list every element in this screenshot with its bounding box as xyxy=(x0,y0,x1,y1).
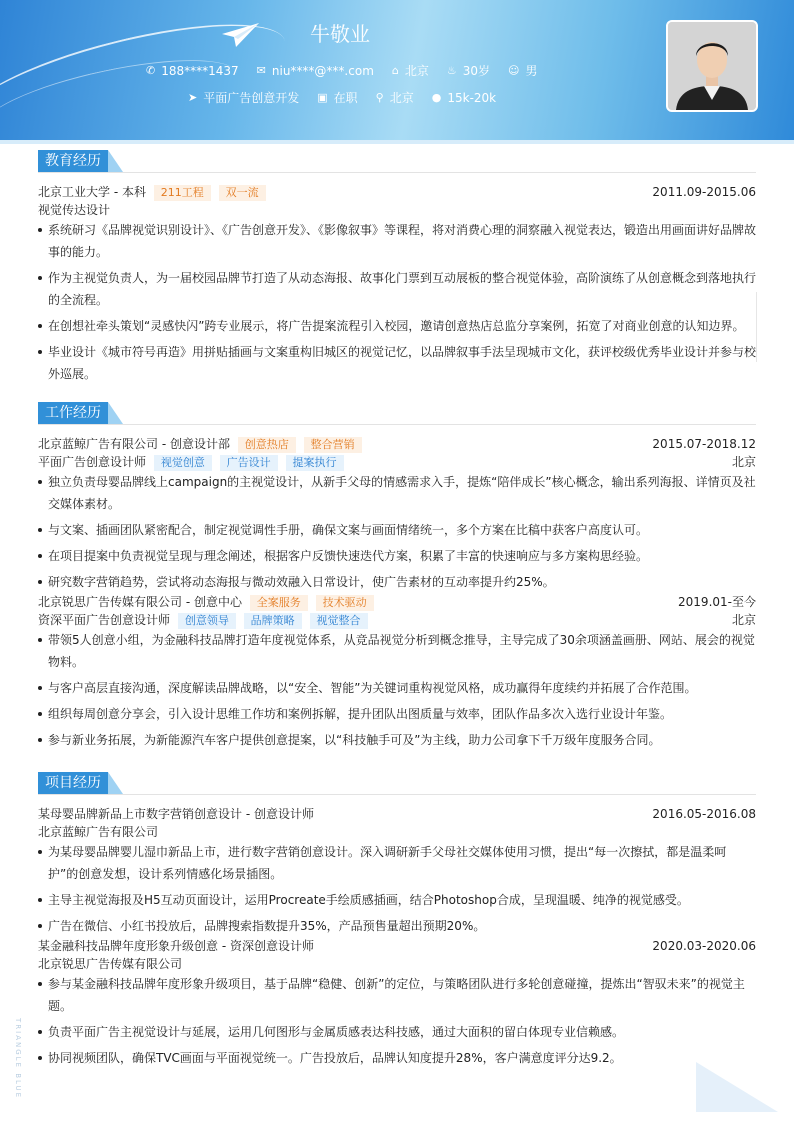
contact-row xyxy=(146,62,556,79)
gender-icon: ☺ xyxy=(508,64,520,77)
list-item: 毕业设计《城市符号再造》用拼贴插画与文案重构旧城区的视觉记忆，以品牌叙事手法呈现城市文化，获评校级优秀毕业设计并参与校外巡展。 xyxy=(38,341,756,385)
header-divider xyxy=(0,140,794,144)
contact-home: ⌂ 北京 xyxy=(391,64,429,78)
list-item: 主导主视觉海报及H5互动页面设计，运用Procreate手绘质感插画，结合Photoshop合成，呈现温暖、纯净的视觉感受。 xyxy=(38,889,756,911)
project-date: 2016.05-2016.08 xyxy=(652,807,756,821)
salary-icon: ● xyxy=(431,91,442,104)
list-item: 系统研习《品牌视觉识别设计》、《广告创意开发》、《影像叙事》等课程，将对消费心理的洞察融入视觉表达，锻造出用画面讲好品牌故事的能力。 xyxy=(38,219,756,263)
company-tag: 全案服务 xyxy=(250,595,308,611)
job-bullets xyxy=(38,629,756,751)
intent-status: ▣ 在职 xyxy=(317,91,358,105)
school-tag: 双一流 xyxy=(219,185,266,201)
company-tag: 技术驱动 xyxy=(316,595,374,611)
intent-city: ⚲ 北京 xyxy=(375,91,414,105)
title-triangle xyxy=(108,402,123,424)
watermark-text: TRIANGLE BLUE xyxy=(14,1018,22,1100)
project-entry xyxy=(38,805,756,937)
job-role: 平面广告创意设计师 xyxy=(38,455,147,469)
title-triangle xyxy=(108,772,123,794)
contact-gender: ☺ 男 xyxy=(508,64,538,78)
company-name: 北京锐思广告传媒有限公司 - 创意中心 xyxy=(38,595,242,609)
corner-decoration xyxy=(696,1062,778,1112)
phone-icon: ✆ xyxy=(146,64,156,77)
job-entry xyxy=(38,435,756,593)
intent-salary: ● 15k-20k xyxy=(431,90,497,105)
role-tag: 视觉创意 xyxy=(154,455,212,471)
avatar-portrait xyxy=(668,22,756,110)
project-company: 北京锐思广告传媒有限公司 xyxy=(38,957,183,971)
briefcase-icon: ▣ xyxy=(317,91,328,104)
role-tag: 广告设计 xyxy=(220,455,278,471)
company-tag: 整合营销 xyxy=(304,437,362,453)
list-item: 与文案、插画团队紧密配合，制定视觉调性手册，确保文案与画面情绪统一，多个方案在比稿中获客户高度认可。 xyxy=(38,519,756,541)
job-entry xyxy=(38,593,756,751)
list-item: 带领5人创意小组，为金融科技品牌打造年度视觉体系，从竞品视觉分析到概念推导，主导完成了30余项涵盖画册、网站、展会的视觉物料。 xyxy=(38,629,756,673)
list-item: 作为主视觉负责人，为一届校园品牌节打造了从动态海报、故事化门票到互动展板的整合视觉体验，高阶演练了从创意概念到落地执行的全流程。 xyxy=(38,267,756,311)
work-title: 工作经历 xyxy=(38,402,756,425)
education-section xyxy=(38,150,756,389)
job-bullets xyxy=(38,471,756,593)
list-item: 参与新业务拓展，为新能源汽车客户提供创意提案，以“科技触手可及”为主线，助力公司拿下千万级年度服务合同。 xyxy=(38,729,756,751)
list-item: 协同视频团队，确保TVC画面与平面视觉统一。广告投放后，品牌认知度提升28%，客户满意度评分达9.2。 xyxy=(38,1047,756,1069)
mail-icon: ✉ xyxy=(256,64,266,77)
project-date: 2020.03-2020.06 xyxy=(652,939,756,953)
education-title: 教育经历 xyxy=(38,150,756,173)
candidate-name: 牛敬业 xyxy=(310,22,370,46)
projects-title: 项目经历 xyxy=(38,772,756,795)
job-city: 北京 xyxy=(731,455,756,469)
job-city: 北京 xyxy=(731,613,756,627)
plane-icon: ➤ xyxy=(188,91,198,104)
role-tag: 创意领导 xyxy=(178,613,236,629)
list-item: 与客户高层直接沟通，深度解读品牌战略，以“安全、智能”为关键词重构视觉风格，成功赢得年度续约并拓展了合作范围。 xyxy=(38,677,756,699)
home-icon: ⌂ xyxy=(391,64,399,77)
contact-phone: ✆ 188****1437 xyxy=(146,63,239,78)
list-item: 广告在微信、小红书投放后，品牌搜索指数提升35%，产品预售量超出预期20%。 xyxy=(38,915,756,937)
list-item: 组织每周创意分享会，引入设计思维工作坊和案例拆解，提升团队出图质量与效率，团队作品多次入选行业设计年鉴。 xyxy=(38,703,756,725)
job-intent-row xyxy=(188,89,514,106)
job-role: 资深平面广告创意设计师 xyxy=(38,613,171,627)
location-icon: ⚲ xyxy=(375,91,384,104)
role-tag: 视觉整合 xyxy=(310,613,368,629)
school-tag: 211工程 xyxy=(154,185,211,201)
project-name: 某母婴品牌新品上市数字营销创意设计 - 创意设计师 xyxy=(38,807,314,821)
projects-section xyxy=(38,772,756,1073)
project-entry xyxy=(38,937,756,1069)
cake-icon: ♨ xyxy=(446,64,457,77)
company-tag: 创意热店 xyxy=(238,437,296,453)
intent-position: ➤ 平面广告创意开发 xyxy=(188,91,300,105)
list-item: 为某母婴品牌婴儿湿巾新品上市，进行数字营销创意设计。深入调研新手父母社交媒体使用习惯，提出“每一次擦拭，都是温柔呵护”的创意发想，设计系列情感化场景插图。 xyxy=(38,841,756,885)
list-item: 在创想社牵头策划“灵感快闪”跨专业展示，将广告提案流程引入校园，邀请创意热店总监分享案例，拓宽了对商业创意的认知边界。 xyxy=(38,315,756,337)
role-tag: 品牌策略 xyxy=(244,613,302,629)
project-name: 某金融科技品牌年度形象升级创意 - 资深创意设计师 xyxy=(38,939,314,953)
job-date: 2015.07-2018.12 xyxy=(652,437,756,451)
list-item: 独立负责母婴品牌线上campaign的主视觉设计，从新手父母的情感需求入手，提炼“陪伴成长”核心概念，输出系列海报、详情页及社交媒体素材。 xyxy=(38,471,756,515)
resume-header xyxy=(0,0,794,140)
list-item: 研究数字营销趋势，尝试将动态海报与微动效融入日常设计，使广告素材的互动率提升约25%。 xyxy=(38,571,756,593)
education-major: 视觉传达设计 xyxy=(38,203,111,217)
decorative-vertical-line xyxy=(756,292,757,362)
role-tag: 提案执行 xyxy=(286,455,344,471)
avatar xyxy=(666,20,758,112)
company-name: 北京蓝鲸广告有限公司 - 创意设计部 xyxy=(38,437,230,451)
education-entry-head xyxy=(38,183,756,201)
project-bullets xyxy=(38,973,756,1069)
project-company: 北京蓝鲸广告有限公司 xyxy=(38,825,159,839)
job-date: 2019.01-至今 xyxy=(678,595,756,609)
title-triangle xyxy=(108,150,123,172)
project-bullets xyxy=(38,841,756,937)
education-bullets xyxy=(38,219,756,385)
list-item: 参与某金融科技品牌年度形象升级项目，基于品牌“稳健、创新”的定位，与策略团队进行多轮创意碰撞，提炼出“智驭未来”的视觉主题。 xyxy=(38,973,756,1017)
school-name: 北京工业大学 - 本科 xyxy=(38,185,146,199)
contact-age: ♨ 30岁 xyxy=(446,64,491,78)
education-date: 2011.09-2015.06 xyxy=(652,185,756,199)
list-item: 负责平面广告主视觉设计与延展，运用几何图形与金属质感表达科技感，通过大面积的留白体现专业信赖感。 xyxy=(38,1021,756,1043)
work-section xyxy=(38,402,756,755)
contact-email: ✉ niu****@***.com xyxy=(256,63,374,78)
list-item: 在项目提案中负责视觉呈现与理念阐述，根据客户反馈快速迭代方案，积累了丰富的快速响应与多方案构思经验。 xyxy=(38,545,756,567)
